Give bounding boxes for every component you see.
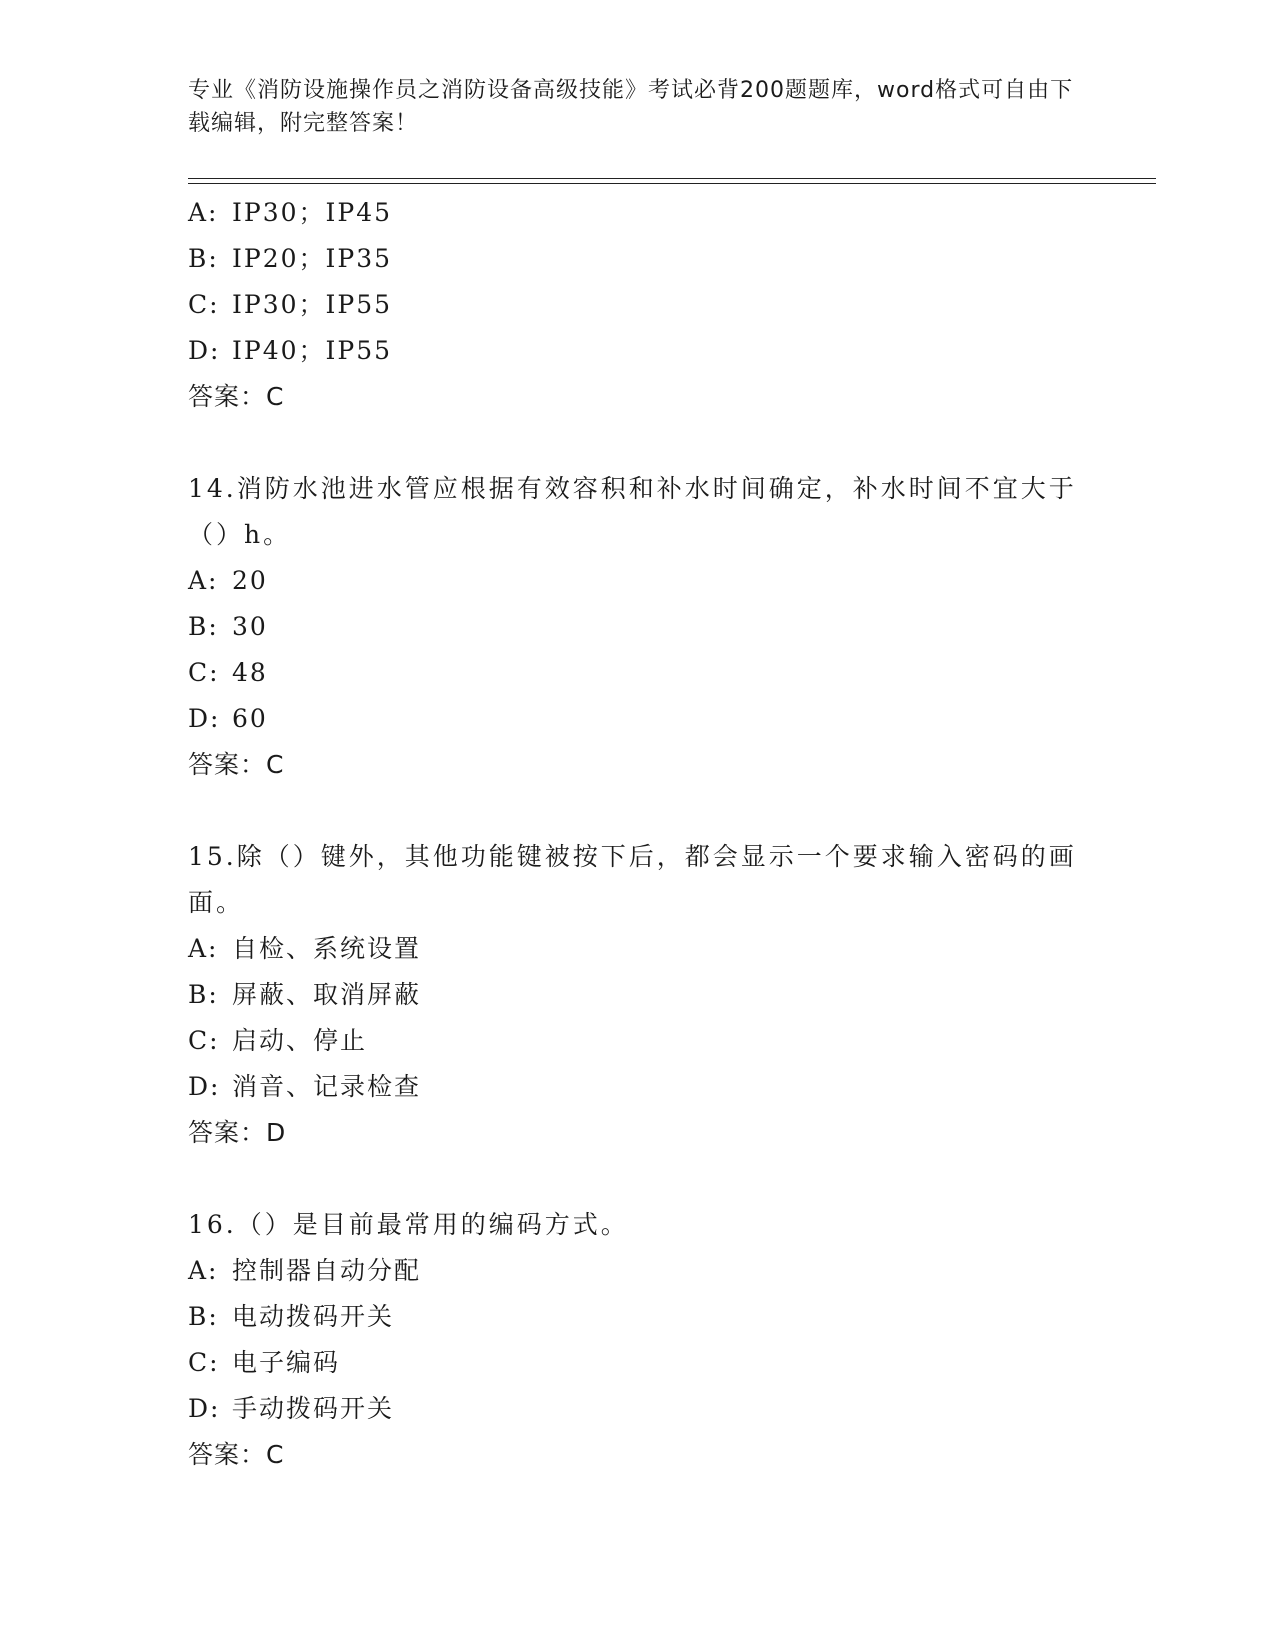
- question-text: 16.（）是目前最常用的编码方式。: [188, 1210, 629, 1239]
- option-d: D: IP40；IP55: [188, 336, 393, 365]
- option-a: A: 控制器自动分配: [188, 1256, 422, 1285]
- answer-line: 答案：C: [188, 382, 285, 411]
- option-b: B: 30: [188, 612, 268, 641]
- option-c: C: IP30；IP55: [188, 290, 393, 319]
- option-a: A: 自检、系统设置: [188, 934, 422, 963]
- option-d: D: 60: [188, 704, 268, 733]
- option-c: C: 启动、停止: [188, 1026, 368, 1055]
- question-text: 15.除（）键外，其他功能键被按下后，都会显示一个要求输入密码的画面。: [188, 842, 1077, 917]
- option-c: C: 48: [188, 658, 268, 687]
- answer-line: 答案：C: [188, 750, 285, 779]
- option-d: D: 手动拨码开关: [188, 1394, 395, 1423]
- option-b: B: 屏蔽、取消屏蔽: [188, 980, 422, 1009]
- option-b: B: IP20；IP35: [188, 244, 393, 273]
- question-block: [188, 190, 1088, 420]
- option-d: D: 消音、记录检查: [188, 1072, 422, 1101]
- question-block: [188, 834, 1088, 1156]
- answer-line: 答案：D: [188, 1118, 287, 1147]
- header-rule-top: [188, 178, 1156, 179]
- question-block: [188, 466, 1088, 788]
- option-c: C: 电子编码: [188, 1348, 341, 1377]
- header-rule-bottom: [188, 183, 1156, 184]
- question-list: [188, 190, 1088, 1478]
- answer-line: 答案：C: [188, 1440, 285, 1469]
- question-text: 14.消防水池进水管应根据有效容积和补水时间确定，补水时间不宜大于（）h。: [188, 474, 1077, 549]
- question-block: [188, 1202, 1088, 1478]
- option-a: A: 20: [188, 566, 268, 595]
- option-b: B: 电动拨码开关: [188, 1302, 395, 1331]
- option-a: A: IP30；IP45: [188, 198, 393, 227]
- document-header-title: 专业《消防设施操作员之消防设备高级技能》考试必背200题题库，word格式可自由下载编辑，附完整答案！: [188, 78, 1074, 136]
